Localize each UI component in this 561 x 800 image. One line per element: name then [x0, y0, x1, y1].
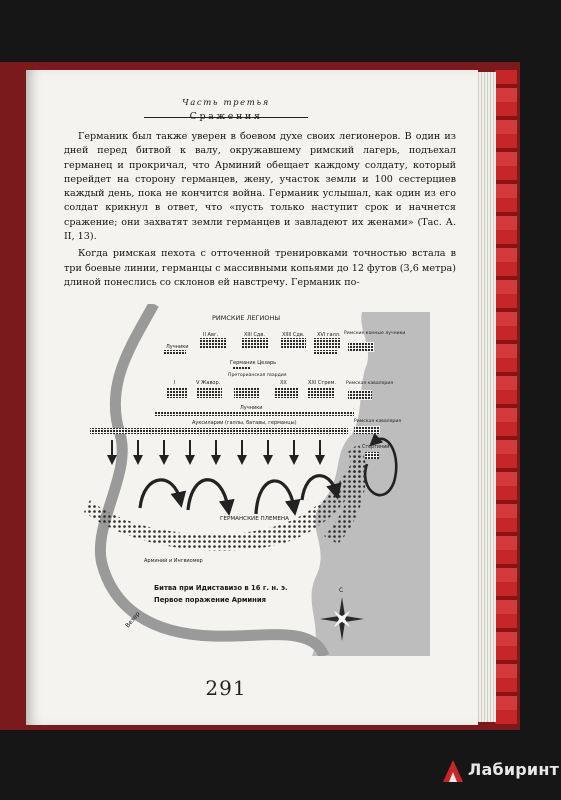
archers-label: Лучники	[166, 344, 189, 350]
watermark-logo	[440, 756, 560, 788]
forest-area	[312, 312, 430, 656]
cavalry-label: Римская кавалерия	[346, 381, 394, 386]
advance-arrows	[112, 440, 320, 460]
legion-label: XX	[280, 380, 287, 386]
legion-unit	[166, 388, 188, 398]
legion-unit	[196, 388, 222, 398]
arminius-label: Арминий и Ингвиомер	[144, 558, 203, 564]
cavalry-label: Римские конные лучники	[344, 331, 406, 336]
battle-map	[62, 304, 434, 656]
body-text	[64, 130, 456, 290]
stertinius-unit	[365, 452, 379, 459]
map-caption-title: Битва при Идиставизо в 16 г. н. э.	[154, 584, 288, 592]
map-caption-subtitle: Первое поражение Арминия	[154, 596, 267, 604]
legion-unit	[200, 338, 226, 348]
stertinius-label: Стертиний	[362, 445, 390, 450]
labirint-logo-icon	[440, 758, 466, 784]
archers-unit	[154, 412, 354, 416]
paragraph: Когда римская пехота с отточенной тренировками точностью встала в три боевые линии, германцы с массивными копьями до 12 футов (3,6 метра) длиной понеслись со склонов ей навстречу. Германик по-	[64, 248, 456, 288]
germanicus-unit	[232, 366, 250, 370]
cavalry-unit	[354, 426, 380, 434]
germanic-tribes-label: ГЕРМАНСКИЕ ПЛЕМЕНА	[220, 516, 289, 522]
legion-label: XIII Сдв.	[244, 332, 265, 338]
attack-arrows	[140, 476, 336, 514]
legion-label: I	[174, 380, 176, 386]
page-number: 291	[205, 676, 247, 700]
legion-unit	[280, 338, 306, 348]
legion-unit	[314, 338, 340, 348]
cavalry-unit	[348, 390, 372, 400]
legion-unit	[242, 338, 268, 348]
legion-label: XVI галл.	[317, 332, 341, 338]
running-head-part: Часть третья	[182, 98, 270, 108]
auxiliaries-unit	[90, 428, 348, 434]
compass-north-label: С	[339, 587, 344, 594]
legion-unit	[308, 388, 334, 398]
legion-label: II Авг.	[203, 332, 219, 338]
paragraph: Германик был также уверен в боевом духе своих легионеров. В один из дней перед битвой к валу, окружавшему римский лагерь, подъехал германец и прокричал, что Арминий обещает каждому солдату, который перейдет на сторону германцев, жену, участок земли и 100 сестерциев каждый день, пока не кончится война. Германик услышал, как один из его солдат крикнул в ответ, что «пусть только наступит срок и начнется сражение; они захватят земли германцев и завладеют их женами» (Тас. А. II, 13).	[64, 131, 456, 243]
cavalry-label: Римская кавалерия	[354, 419, 402, 424]
praetorian-unit	[234, 388, 260, 398]
legions-header: РИМСКИЕ ЛЕГИОНЫ	[212, 314, 281, 322]
cavalry-unit	[348, 342, 374, 352]
legion-unit	[274, 388, 298, 398]
legion-label: XIIII Сдв.	[282, 332, 305, 338]
legion-label: V Жавор.	[196, 380, 221, 386]
watermark-text: Лабиринт	[468, 760, 560, 779]
archers-label: Лучники	[240, 405, 263, 411]
book-page	[26, 70, 478, 725]
praetorian-label: Преторианская гвардия	[228, 373, 287, 378]
running-head	[146, 98, 306, 122]
book-spine-stripe	[495, 70, 517, 725]
auxiliaries-label: Ауксиларии (галлы, батавы, германцы)	[192, 420, 297, 426]
germanicus-label: Германик Цезарь	[230, 360, 277, 366]
river-label: Везер	[124, 610, 142, 630]
legion-label: XXI Стрем.	[308, 380, 336, 386]
running-head-rule	[144, 117, 308, 118]
archers-unit	[164, 350, 186, 354]
archers-unit	[314, 350, 338, 354]
